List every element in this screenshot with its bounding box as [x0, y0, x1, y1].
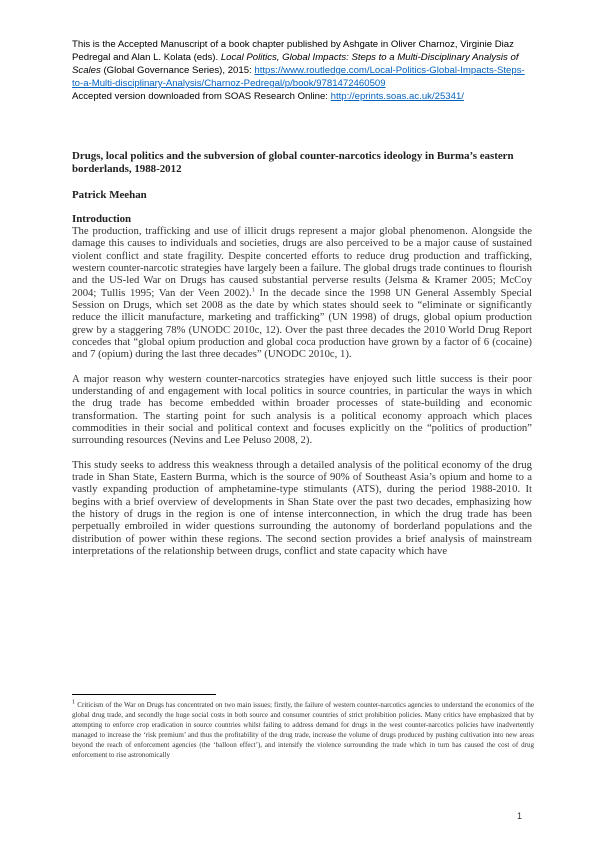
publisher-link[interactable]: https://www.routledge.com/Local-Politics-Global-Impacts-Steps-to-a-Multi-disciplinary-Analysis/Charnoz-Pedregal/p/book/9781472460509	[72, 65, 525, 89]
chapter-body	[72, 150, 532, 569]
footnote-text: Criticism of the War on Drugs has concentrated on two main issues; firstly, the failure of western counter-narcotics agencies to understand the economics of the global drug trade, and secondly the huge social costs in both source and consumer countries of strict prohibition policies. Many critics have emphasized that by attempting to enforce crop eradication in source countries whilst failing to address demand for drugs in the west counter-narcotics policies have inadvertently managed to increase the ‘risk premium’ and thus the profitability of the drug trade, increase the volume of drugs produced by pushing cultivation into new areas beyond the reach of enforcement agencies (the ‘balloon effect’), and intensify the violence surrounding the trade which in turn has caused the cost of drug enforcement to rise astronomically	[72, 701, 534, 760]
manuscript-notice	[72, 38, 532, 103]
paragraph-2: A major reason why western counter-narcotics strategies have enjoyed such little success is their poor understanding of and engagement with local politics in source countries, in particular the ways in which the drug trade has become embedded within broader processes of state-building and economic transformation. The starting point for such analysis is a political economy approach which places commodities in their social and political context and focuses explicitly on the “politics of production” surrounding resources (Nevins and Lee Peluso 2008, 2).	[72, 372, 532, 447]
footnote-marker[interactable]: 1	[251, 286, 255, 294]
repository-link[interactable]: http://eprints.soas.ac.uk/25341/	[330, 91, 464, 102]
footnote-number: 1	[72, 698, 76, 706]
paragraph-3: This study seeks to address this weakness through a detailed analysis of the political economy of the drug trade in Shan State, Eastern Burma, which is the source of 90% of Southeast Asia’s opium and home to a vastly expanding production of amphetamine-type stimulants (ATS), during the period 1988-2010. It begins with a brief overview of developments in Shan State over the past two decades, emphasizing how the history of drugs in the region is one of intense interconnection, in which the drug trade has been perpetually embroiled in wider questions surrounding the autonomy of borderland populations and the distribution of power within these regions. The second section provides a brief analysis of mainstream interpretations of the relationship between drugs, conflict and state capacity which have	[72, 458, 532, 558]
paragraph-1	[72, 225, 532, 361]
footnote	[72, 700, 534, 761]
notice-text: This is the Accepted Manuscript of a book chapter published by Ashgate in Oliver Charnoz, Virginie Diaz Pedregal and Alan L. Kolata (eds).	[72, 39, 514, 63]
paragraph-1-part-1: The production, trafficking and use of illicit drugs represent a major global phenomenon. Alongside the damage this causes to individuals and societies, drugs are also perceived to be a major cause of sustained violent conflict and state fragility. Despite concerted efforts to reduce drug production and trafficking, western counter-narcotic strategies have largely been a failure. The global drugs trade continues to flourish and the US-led War on Drugs has caused substantial perverse results (Jelsma & Kramer 2005; McCoy 2004; Tullis 1995; Van der Veen 2002).	[72, 224, 532, 299]
section-heading: Introduction	[72, 212, 132, 225]
series-text: (Global Governance Series), 2015:	[100, 65, 255, 76]
paragraph-1-part-2: In the decade since the 1998 UN General Assembly Special Session on Drugs, which set 2008 as the date by which states should seek to “eliminate or significantly reduce the illicit manufacture, marketing and trafficking” (UN 1998) of drugs, global opium production grew by a staggering 78% (UNODC 2010c, 12). Over the past three decades the 2010 World Drug Report concedes that “global opium production and global coca production have grown by a factor of 6 (cocaine) and 7 (opium) during the last three decades” (UNODC 2010c, 1).	[72, 286, 532, 361]
author-name: Patrick Meehan	[72, 189, 147, 202]
chapter-title: Drugs, local politics and the subversion of global counter-narcotics ideology in Burma’s eastern borderlands, 1988-2012	[72, 150, 514, 175]
page-number: 1	[517, 811, 523, 821]
download-text: Accepted version downloaded from SOAS Research Online:	[72, 91, 331, 102]
footnote-divider	[72, 694, 216, 695]
book-title: Local Politics, Global Impacts: Steps to a Multi-Disciplinary Analysis of Scales	[72, 52, 519, 76]
